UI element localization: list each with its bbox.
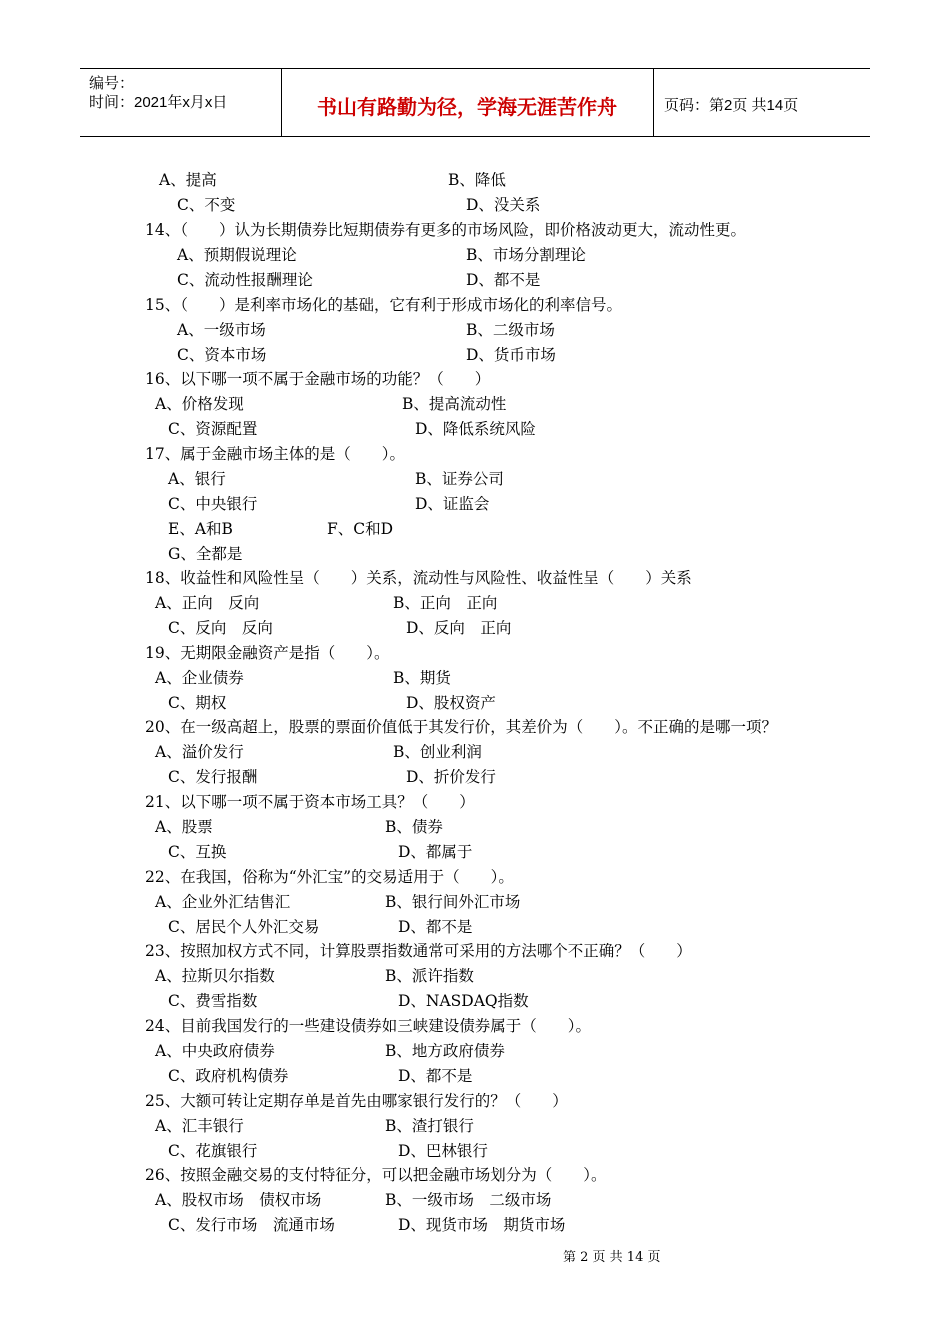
option-text: C、反向 反向 — [168, 619, 273, 637]
option-text: D、没关系 — [466, 196, 541, 214]
option-text: C、发行报酬 — [168, 768, 258, 786]
question-text: 21、以下哪一项不属于资本市场工具？（ ） — [145, 793, 475, 811]
option-text: D、NASDAQ指数 — [398, 992, 529, 1010]
header-page-cell — [654, 69, 870, 136]
option-text: B、提高流动性 — [402, 395, 507, 413]
option-text: A、汇丰银行 — [155, 1117, 244, 1135]
option-text: A、股权市场 债权市场 — [155, 1191, 322, 1209]
option-text: F、C和D — [327, 520, 394, 538]
page-footer: 第 2 页 共 14 页 — [563, 1250, 661, 1265]
question-text: 23、按照加权方式不同，计算股票指数通常可采用的方法哪个不正确？（ ） — [145, 942, 692, 960]
option-text: B、市场分割理论 — [466, 246, 586, 264]
question-text: 16、以下哪一项不属于金融市场的功能？（ ） — [145, 370, 491, 388]
option-text: A、企业外汇结售汇 — [155, 893, 291, 911]
option-text: C、资本市场 — [177, 346, 267, 364]
option-text: B、债券 — [385, 818, 443, 836]
option-text: D、都不是 — [398, 918, 473, 936]
option-text: E、A和B — [168, 520, 233, 538]
question-text: 24、目前我国发行的一些建设债券如三峡建设债券属于（ ）。 — [145, 1017, 591, 1035]
option-text: A、银行 — [168, 470, 226, 488]
option-text: G、全都是 — [168, 545, 243, 563]
document-number-label: 编号： — [89, 75, 135, 92]
option-text: C、资源配置 — [168, 420, 258, 438]
option-text: A、拉斯贝尔指数 — [155, 967, 275, 985]
document-date-label: 时间：2021年x月x日 — [89, 94, 228, 111]
option-text: C、费雪指数 — [168, 992, 258, 1010]
option-text: D、现货市场 期货市场 — [398, 1216, 566, 1234]
option-text: B、期货 — [393, 669, 451, 687]
option-text: C、花旗银行 — [168, 1142, 258, 1160]
question-text: 14、（ ）认为长期债券比短期债券有更多的市场风险，即价格波动更大，流动性更。 — [145, 221, 746, 239]
option-text: A、正向 反向 — [155, 594, 260, 612]
option-text: D、都不是 — [398, 1067, 473, 1085]
option-text: C、互换 — [168, 843, 227, 861]
option-text: D、货币市场 — [466, 346, 556, 364]
option-text: D、降低系统风险 — [415, 420, 536, 438]
option-text: A、中央政府债券 — [155, 1042, 275, 1060]
option-text: A、价格发现 — [155, 395, 244, 413]
option-text: D、反向 正向 — [406, 619, 512, 637]
option-text: B、渣打银行 — [385, 1117, 474, 1135]
question-text: 22、在我国，俗称为“外汇宝”的交易适用于（ ）。 — [145, 868, 514, 886]
option-text: A、提高 — [159, 171, 217, 189]
option-text: A、股票 — [155, 818, 213, 836]
option-text: C、流动性报酬理论 — [177, 271, 313, 289]
question-text: 20、在一级高超上，股票的票面价值低于其发行价，其差价为（ ）。不正确的是哪一项？ — [145, 718, 777, 736]
header-info-cell — [80, 69, 282, 136]
option-text: D、股权资产 — [406, 694, 496, 712]
option-text: B、正向 正向 — [393, 594, 498, 612]
option-text: B、二级市场 — [466, 321, 555, 339]
option-text: A、预期假说理论 — [177, 246, 297, 264]
option-text: C、居民个人外汇交易 — [168, 918, 320, 936]
option-text: A、溢价发行 — [155, 743, 244, 761]
option-text: C、期权 — [168, 694, 227, 712]
option-text: B、降低 — [448, 171, 506, 189]
option-text: D、都属于 — [398, 843, 473, 861]
option-text: B、创业利润 — [393, 743, 482, 761]
header-page-number: 页码：第2页 共14页 — [664, 97, 799, 114]
option-text: D、证监会 — [415, 495, 490, 513]
option-text: A、一级市场 — [177, 321, 266, 339]
question-text: 15、（ ）是利率市场化的基础，它有利于形成市场化的利率信号。 — [145, 296, 622, 314]
question-text: 19、无期限金融资产是指（ ）。 — [145, 644, 390, 662]
question-text: 18、收益性和风险性呈（ ）关系，流动性与风险性、收益性呈（ ）关系 — [145, 569, 692, 587]
option-text: B、地方政府债券 — [385, 1042, 505, 1060]
page-header — [80, 68, 870, 137]
option-text: C、不变 — [177, 196, 236, 214]
header-motto: 书山有路勤为径，学海无涯苦作舟 — [317, 95, 617, 119]
option-text: B、证券公司 — [415, 470, 504, 488]
question-text: 25、大额可转让定期存单是首先由哪家银行发行的？（ ） — [145, 1092, 568, 1110]
question-text: 26、按照金融交易的支付特征分，可以把金融市场划分为（ ）。 — [145, 1166, 607, 1184]
option-text: C、中央银行 — [168, 495, 258, 513]
option-text: C、发行市场 流通市场 — [168, 1216, 335, 1234]
option-text: A、企业债券 — [155, 669, 244, 687]
option-text: B、派许指数 — [385, 967, 474, 985]
option-text: C、政府机构债券 — [168, 1067, 289, 1085]
option-text: D、巴林银行 — [398, 1142, 488, 1160]
header-motto-cell — [281, 69, 654, 136]
option-text: B、一级市场 二级市场 — [385, 1191, 552, 1209]
option-text: D、都不是 — [466, 271, 541, 289]
question-text: 17、属于金融市场主体的是（ ）。 — [145, 445, 405, 463]
option-text: D、折价发行 — [406, 768, 496, 786]
option-text: B、银行间外汇市场 — [385, 893, 521, 911]
